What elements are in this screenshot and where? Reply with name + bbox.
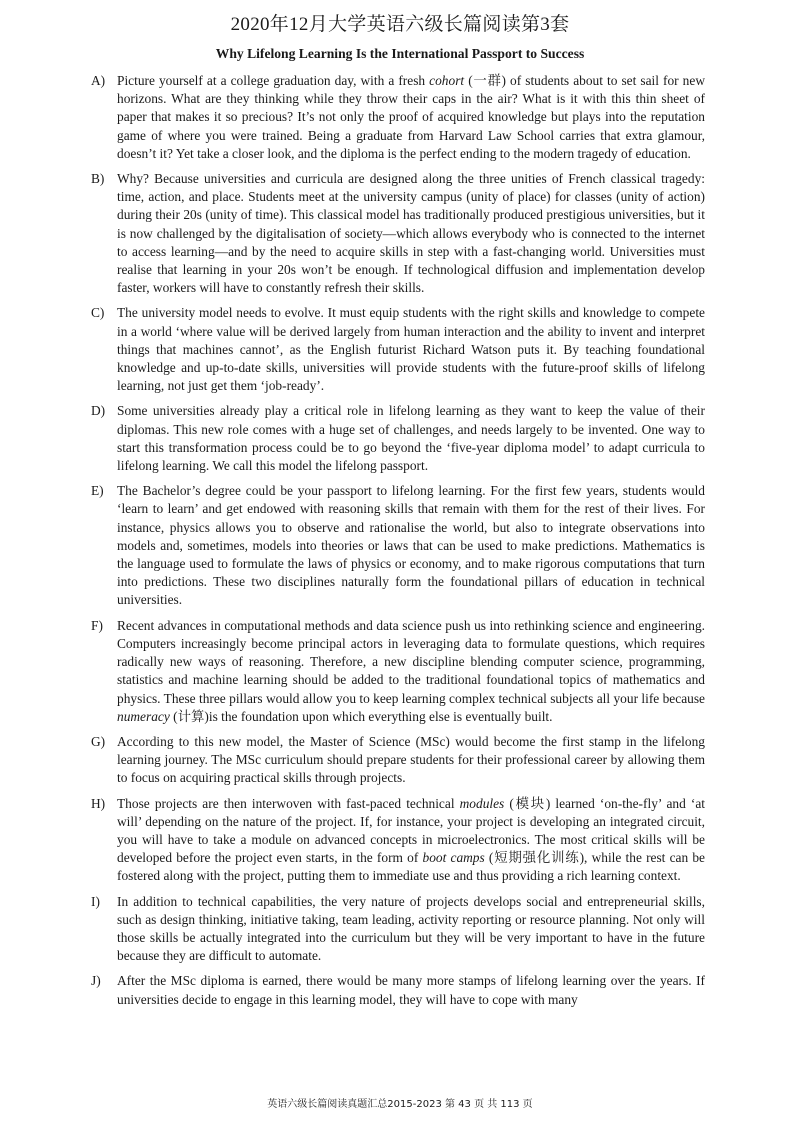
italic-term: cohort — [429, 73, 465, 88]
paragraph-j — [91, 972, 705, 1008]
paragraph-letter: D) — [91, 403, 106, 419]
paragraph-f — [91, 617, 705, 726]
italic-term: boot camps — [422, 850, 485, 866]
paragraph-text — [117, 733, 705, 788]
paragraph-text — [117, 170, 705, 297]
paragraph-i — [91, 893, 705, 966]
paragraph-letter: I) — [91, 893, 100, 909]
text-run: (一群) of students about to set sail for new horizons. What are they thinking while they throw their caps in the air? What is it with this thin sheet of paper that makes it so precious? It’s not only the proof of acquired knowledge but plays into the reputation game of where you were trained. Being a graduate from Harvard Law School carries that extra glamour, doesn’t it? Yet take a closer look, and the diploma is the perfect ending to the modern tragedy of education. — [117, 73, 705, 161]
paragraph-letter: H) — [91, 795, 106, 811]
paragraph-text — [117, 304, 705, 395]
article-body — [91, 72, 705, 1016]
text-run: Recent advances in computational methods and data science push us into rethinking science and engineering. Computers increasingly become principal actors in leveraging data to formulate questions, which requires radically new ways of reasoning. Therefore, a new discipline blending computer science, programming, statistics and machine learning should be added to the traditional foundational topics of mathematics and physics. These three pillars would allow you to keep learning complex technical subjects all your life because — [117, 617, 705, 706]
page-footer: 英语六级长篇阅读真题汇总2015-2023 第 43 页 共 113 页 — [267, 1099, 533, 1110]
text-run: The university model needs to evolve. It must equip students with the right skills and knowledge to compete in a world ‘where value will be derived largely from human interaction and the ability to invent and interpret things that machines cannot’, as the English futurist Richard Watson puts it. By teaching foundational knowledge and up-to-date skills, universities will provide students with the future-proof skills of lifelong learning, not just get them ‘job-ready’. — [117, 305, 705, 394]
paragraph-text — [117, 402, 705, 475]
paragraph-a — [91, 72, 705, 163]
text-run: (计算)is the foundation upon which everything else is eventually built. — [169, 708, 553, 724]
paragraph-letter: J) — [91, 973, 101, 989]
paragraph-letter: G) — [91, 733, 106, 749]
paragraph-c — [91, 304, 705, 395]
italic-term: modules — [459, 795, 505, 811]
paragraph-text — [117, 482, 705, 609]
paragraph-text — [117, 617, 705, 726]
paragraph-e — [91, 482, 705, 609]
paragraph-g — [91, 733, 705, 788]
paragraph-h — [91, 795, 705, 886]
text-run: The Bachelor’s degree could be your passport to lifelong learning. For the first few years, students would ‘learn to learn’ and get endowed with reasoning skills that remain with them for the rest of their lives. For instance, physics allows you to observe and rationalise the world, but also to integrate observations into models and, sometimes, models into theories or laws that can be used to make predictions. Mathematics is the language used to formulate the laws of physics or economy, and to make rigorous computations that turn into predictions. These two disciplines naturally form the foundational pillars of education in technical universities. — [117, 483, 705, 608]
paragraph-text — [117, 893, 705, 966]
text-run: According to this new model, the Master of Science (MSc) would become the first stamp in the lifelong learning journey. The MSc curriculum should prepare students for their professional career by allowing them to focus on acquiring practical skills through projects. — [117, 733, 705, 786]
italic-term: numeracy — [117, 708, 170, 724]
text-run: Some universities already play a critical role in lifelong learning as they want to keep the value of their diplomas. This new role comes with a huge set of challenges, and needs largely to be invented. One way to start this transformation process could be to go beyond the ‘five-year diploma model’ to adapt curricula to lifelong learning. We call this model the lifelong passport. — [117, 403, 705, 474]
paragraph-letter: E) — [91, 483, 104, 499]
paragraph-d — [91, 402, 705, 475]
text-run: (模块) learned ‘on-the-fly’ and ‘at will’ depending on the nature of the project. If, for instance, your project is developing an integrated circuit, you will have to take a module on advanced concepts in microelectronics. The most critical skills will be developed before the project even starts, in the form of — [117, 795, 705, 866]
paragraph-letter: B) — [91, 171, 105, 187]
paragraph-letter: C) — [91, 305, 105, 321]
paragraph-b — [91, 170, 705, 297]
text-run: In addition to technical capabilities, the very nature of projects develops social and entrepreneurial skills, such as design thinking, initiative taking, team leading, activity reporting or resource planning. Not only will those skills be actually integrated into the curriculum but they will be very important to have in the future because they are difficult to automate. — [117, 893, 705, 964]
paragraph-text — [117, 795, 705, 886]
article-title: Why Lifelong Learning Is the International Passport to Success — [215, 46, 585, 61]
text-run: (短期强化训练), while the rest can be fostered along with the project, putting them to immediate use and thus providing a rich learning context. — [117, 850, 706, 884]
paragraph-letter: A) — [91, 73, 106, 88]
text-run: Those projects are then interwoven with fast-paced technical — [117, 795, 460, 811]
text-run: Why? Because universities and curricula are designed along the three unities of French classical tragedy: time, action, and place. Students meet at the university campus (unity of place) for classes (unity of action) during their 20s (unity of time). This classical model has traditionally produced prestigious universities, but it is now challenged by the digitalisation of society—which allows everybody who is connected to the internet to access learning—and by the need to acquire skills in step with a fast-changing world. Universities must realise that learning in your 20s won’t be enough. If technological diffusion and implementation develop faster, workers will have to constantly refresh their skills. — [117, 171, 705, 296]
paragraph-letter: F) — [91, 617, 103, 633]
text-run: After the MSc diploma is earned, there would be many more stamps of lifelong learning over the years. If universities decide to engage in this learning model, they will have to cope with many — [117, 973, 705, 1007]
text-run: Picture yourself at a college graduation day, with a fresh — [117, 73, 430, 88]
paragraph-text — [117, 72, 705, 163]
paragraph-text — [117, 972, 705, 1008]
page-title: 2020年12月大学英语六级长篇阅读第3套 — [230, 14, 570, 35]
